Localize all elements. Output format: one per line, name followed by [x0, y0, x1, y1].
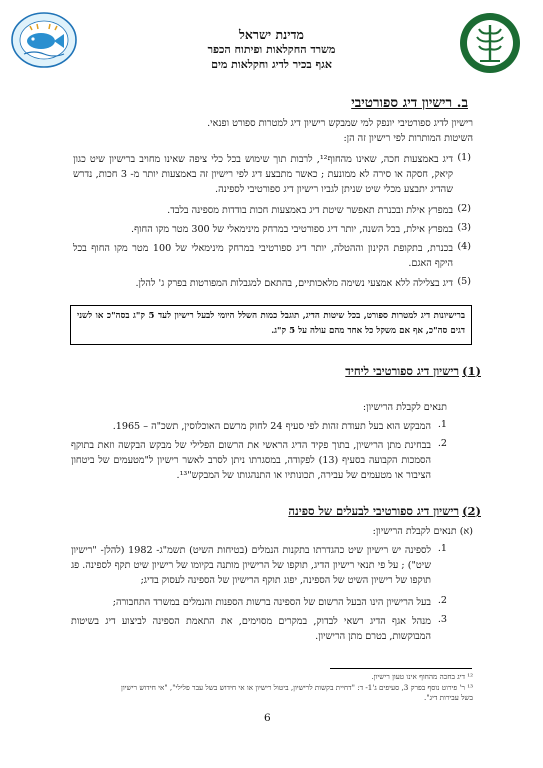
- catch-limit-note: ברישיונות דיג למטרות ספורט, בכל שיטות הדיג, תוגבל כמות השלל היומי לבעל רישיון לעד 5 ק"ג בסה"כ או לשני דגים סה"כ, אף אם משקל כל אחד מהם עולה על 5 ק"ג.: [70, 305, 472, 345]
- subsection-number: (2): [462, 504, 481, 518]
- conditions-label: תנאים לקבלת הרישיון:: [362, 402, 447, 413]
- list-item: המבקש הוא בעל תעודת זהות לפי סעיף 24 לחוק מרשם האוכלוסין, תשכ"ה – 1965.: [112, 421, 431, 432]
- list-item-number: (2): [457, 203, 471, 214]
- ministry-header: [140, 27, 403, 72]
- list-item: דיג בצלילה ללא אמצעי נשימה מלאכותיים, בהתאם למגבלות המפורטות בפרק ג' להלן.: [135, 278, 453, 289]
- list-item: בעל הרישיון הינו הבעל הרשום של הספינה ברשות הספנות והנמלים במשרד התחבורה;: [112, 597, 431, 608]
- list-item-number: (5): [457, 276, 471, 287]
- list-item-number: (4): [457, 241, 471, 252]
- intro-methods-label: השיטות המותרות לפי רישיון זה הן:: [343, 133, 473, 144]
- list-item-number: 3.: [437, 614, 447, 625]
- footnote-separator: [330, 668, 472, 669]
- list-item-number: 2.: [437, 595, 447, 606]
- subsection-heading: רישיון דיג ספורטיבי ליחיד: [345, 364, 459, 378]
- list-item-number: 1.: [437, 543, 447, 554]
- list-item: בכנרת, בתקופת הקינון וההטלה, יותר דיג ספורטיבי במרחק מינימאלי של 100 מטר מקו החוף בכל היקף האגם.: [73, 243, 453, 269]
- intro-text: רישיון לדיג ספורטיבי יונפק למי שמבקש רישיון דיג למטרות ספורט ופנאי.: [207, 118, 473, 129]
- list-item-number: (1): [457, 152, 471, 163]
- ministry-emblem-logo: [458, 11, 522, 75]
- footnote-13: ¹³ ר' פירוט נוסף בפרק 3, סעיפים ג'1- ד: "דחיית בקשות לרישיון, ביטול רישיון או אי חידוש בשל עבר פלילי", "אי חידוש רישיון: [120, 683, 473, 692]
- header-state: מדינת ישראל: [239, 27, 304, 42]
- header-department: אגף בכיר לדיג וחקלאות מים: [211, 58, 332, 71]
- section-heading: ב. רישיון דיג ספורטיבי: [351, 95, 468, 111]
- subsection-heading: רישיון דיג ספורטיבי לבעלים של ספינה: [288, 504, 459, 518]
- list-item: בבחינת מתן הרישיון, בתוך פקיד הדיג הראשי את הרשום הפלילי של מבקש הבקשה וזאת בתוקף הסמכות הקבועה בסעיף (13) לפקודה, במסגרתו ניתן לסרב לאשר רישיון ל"מטעמים של ביטחון הציבור או מטעמים של עבירה, תכונותיו או התנהגותו של המבקש"¹³.: [71, 440, 431, 481]
- header-ministry: משרד החקלאות ופיתוח הכפר: [207, 43, 336, 56]
- list-item: במפרץ אילת ובכנרת תאפשר שיטת דיג באמצעות חכות בודדות מספינה בלבד.: [167, 205, 453, 216]
- subsection-number: (1): [462, 364, 481, 378]
- page-number: 6: [264, 712, 271, 724]
- fisheries-association-logo: [10, 10, 78, 70]
- list-item: במפרץ אילת, בכל השנה, יותר דיג ספורטיבי במרחק מינימאלי של 300 מטר מקו החוף.: [131, 224, 453, 235]
- list-item: דיג באמצעות חכה, שאינו מהחוף¹², לרבות תוך שימוש בכל כלי ציפה שאינו מחויב ברישיון שיט כגון קיאק, חסקה או סירה לא ממונעת ; כאשר מתבצע דיג לפי רישיון זה באמצעות יותר מ- 3 חכות, נדרש שהדיג יתבצע מכלי שיט שניתן לגביו רישיון דיג ספורטיבי לספינה.: [73, 154, 454, 195]
- conditions-label: (א) תנאים לקבלת הרישיון:: [372, 526, 473, 537]
- list-item-number: (3): [457, 222, 471, 233]
- footnote-13-continued: בשל עבירות דיג".: [424, 693, 473, 702]
- list-item: מנהל אגף הדיג רשאי לבדוק, במקרים מסוימים, את התאמת הספינה לביצוע דיג בשיטות המבוקשות, בטרם מתן הרישיון.: [71, 616, 431, 642]
- list-item: לספינה יש רישיון שיט כהגדרתו בתקנות הנמלים (בטיחות השיט) תשמ"ג- 1982 (להלן- "רישיון שיט") ; על פי תנאי רישיון הדיג, תוקפו של הרישיון מותנה בקיומו של רישיון שיט תקף לספינה. פג תוקפו של רישיון השיט של הספינה, יפוג תוקף הרישיון של הספינה לעסוק בדיג;: [71, 545, 431, 586]
- list-item-number: 2.: [437, 438, 447, 449]
- footnote-12: ¹² דיג בחכה מהחוף אינו טעון רישיון.: [371, 672, 473, 681]
- list-item-number: 1.: [437, 419, 447, 430]
